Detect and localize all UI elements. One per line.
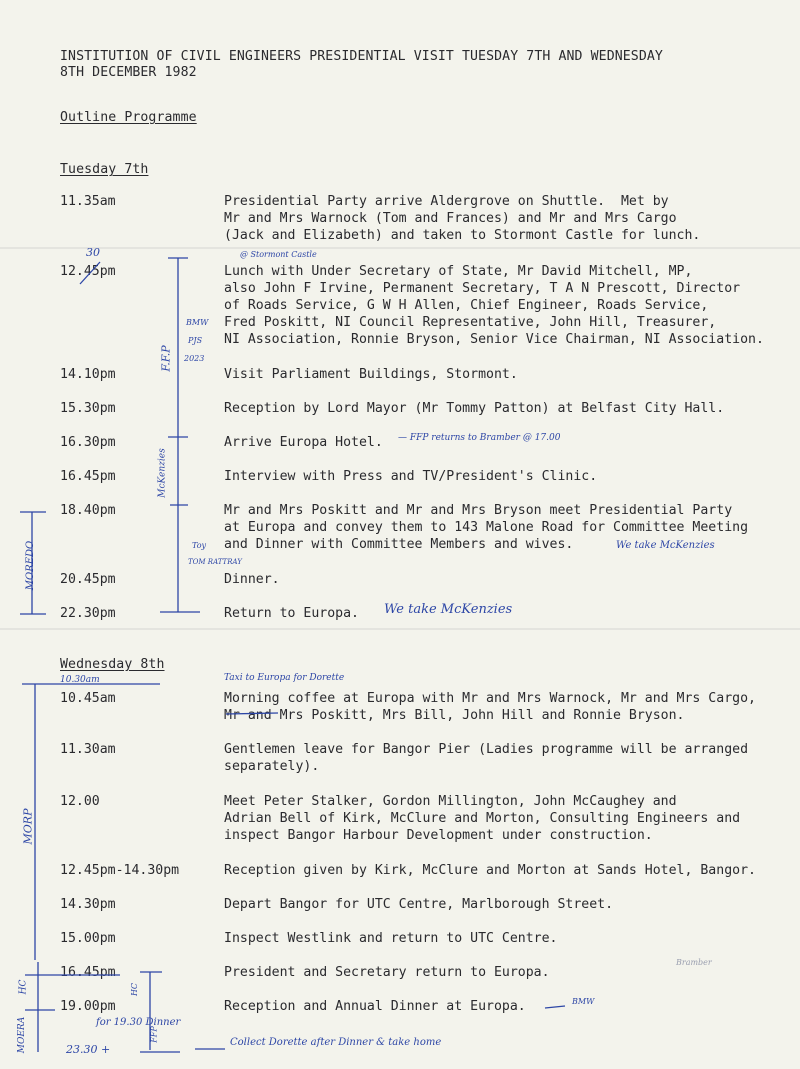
entry-description: Presidential Party arrive Aldergrove on Shuttle. Met by Mr and Mrs Warnock (Tom and Frances) and Mr and Mrs Cargo (Jack and Elizabeth) and taken to Stormont Castle for lunch.	[224, 194, 701, 243]
strike-mark	[80, 262, 100, 284]
annotation-2023: 2023	[184, 354, 205, 363]
annotation-ffp-vertical: F.F.P	[159, 345, 173, 372]
tuesday-heading: Tuesday 7th	[60, 162, 149, 177]
entry-time: 14.30pm	[60, 897, 116, 912]
entry-time: 14.10pm	[60, 367, 116, 382]
entry-description: Lunch with Under Secretary of State, Mr David Mitchell, MP, also John F Irvine, Permanent Secretary, T A N Prescott, Director of Roads Service, G W H Allen, Chief Engineer, Roads Service, Fred Poskitt, NI Council Representative, John Hill, Treasurer, NI Association, Ronnie Bryson, Senior Vice Chairman, NI Association.	[224, 264, 764, 347]
annotation-morp-vertical: MORP	[21, 808, 35, 845]
annotation-mckenzies-vertical: McKenzies	[157, 448, 168, 498]
entry-time: 11.35am	[60, 194, 116, 209]
entry-time: 16.30pm	[60, 435, 116, 450]
annotation-ffp-returns: — FFP returns to Bramber @ 17.00	[398, 433, 561, 443]
document-title-line1: INSTITUTION OF CIVIL ENGINEERS PRESIDENTIAL VISIT TUESDAY 7TH AND WEDNESDAY	[60, 49, 663, 64]
entry-time: 19.00pm	[60, 999, 116, 1014]
entry-description: Morning coffee at Europa with Mr and Mrs Warnock, Mr and Mrs Cargo, Mr and Mrs Poskitt, Mrs Bill, John Hill and Ronnie Bryson.	[224, 691, 756, 723]
entry-time: 12.45pm	[60, 264, 116, 279]
entry-time: 11.30am	[60, 742, 116, 757]
entry-time: 16.45pm	[60, 965, 116, 980]
annotation-toy: Toy	[192, 541, 207, 550]
entry-description: Meet Peter Stalker, Gordon Millington, John McCaughey and Adrian Bell of Kirk, McClure and Morton, Consulting Engineers and inspect Bangor Harbour Development under construction.	[224, 794, 741, 843]
annotation-bmw: BMW	[186, 318, 209, 327]
entry-description: Visit Parliament Buildings, Stormont.	[224, 367, 518, 382]
annotation-pjs: PJS	[188, 336, 203, 345]
entry-description: Dinner.	[224, 572, 280, 587]
annotation-hc-small: HC	[130, 982, 140, 997]
entry-description: Reception by Lord Mayor (Mr Tommy Patton) at Belfast City Hall.	[224, 401, 725, 416]
annotation-we-take-1: We take McKenzies	[616, 540, 715, 551]
entry-description: Reception and Annual Dinner at Europa.	[224, 999, 526, 1014]
entry-description: President and Secretary return to Europa.	[224, 965, 550, 980]
annotation-we-take-2: We take McKenzies	[384, 602, 513, 617]
document-title-line2: 8TH DECEMBER 1982	[60, 65, 197, 80]
entry-time: 15.30pm	[60, 401, 116, 416]
wednesday-heading: Wednesday 8th	[60, 657, 165, 672]
annotation-moredo: MOREDO	[25, 540, 37, 591]
entry-time: 12.00	[60, 794, 100, 809]
entry-time: 22.30pm	[60, 606, 116, 621]
annotation-ffp-bottom: FFP	[149, 1026, 159, 1043]
entry-time: 18.40pm	[60, 503, 116, 518]
entry-description: Depart Bangor for UTC Centre, Marlborough Street.	[224, 897, 614, 912]
outline-programme-heading: Outline Programme	[60, 110, 197, 125]
entry-description: Reception given by Kirk, McClure and Morton at Sands Hotel, Bangor.	[224, 863, 756, 878]
annotation-stormont-castle: @ Stormont Castle	[240, 250, 317, 259]
annotation-moera: MOERA	[17, 1016, 28, 1054]
annotation-1030am: 10.30am	[60, 675, 100, 685]
entry-time: 12.45pm-14.30pm	[60, 863, 180, 878]
entry-time: 10.45am	[60, 691, 116, 706]
annotation-for-1930: for 19.30 Dinner	[96, 1017, 181, 1028]
entry-description: Mr and Mrs Poskitt and Mr and Mrs Bryson meet Presidential Party at Europa and convey them to 143 Malone Road for Committee Meeting and Dinner with Committee Members and wives.	[224, 503, 749, 552]
annotation-bmw-2: BMW	[572, 997, 595, 1006]
annotation-taxi: Taxi to Europa for Dorette	[224, 673, 345, 683]
annotation-30: 30	[86, 246, 100, 259]
entry-description: Arrive Europa Hotel.	[224, 435, 383, 450]
annotation-bramber: Bramber	[676, 958, 712, 967]
entry-description: Inspect Westlink and return to UTC Centre.	[224, 931, 558, 946]
annotation-2330: 23.30 +	[66, 1043, 111, 1056]
entry-time: 20.45pm	[60, 572, 116, 587]
strike-mark	[226, 713, 278, 714]
annotation-collect: Collect Dorette after Dinner & take home	[230, 1037, 442, 1048]
entry-description: Return to Europa.	[224, 606, 359, 621]
entry-description: Gentlemen leave for Bangor Pier (Ladies programme will be arranged separately).	[224, 742, 749, 774]
annotation-tom-rattray: TOM RATTRAY	[188, 558, 242, 566]
annotation-hc-left: HC	[18, 979, 29, 995]
entry-description: Interview with Press and TV/President's Clinic.	[224, 469, 598, 484]
entry-time: 15.00pm	[60, 931, 116, 946]
entry-time: 16.45pm	[60, 469, 116, 484]
